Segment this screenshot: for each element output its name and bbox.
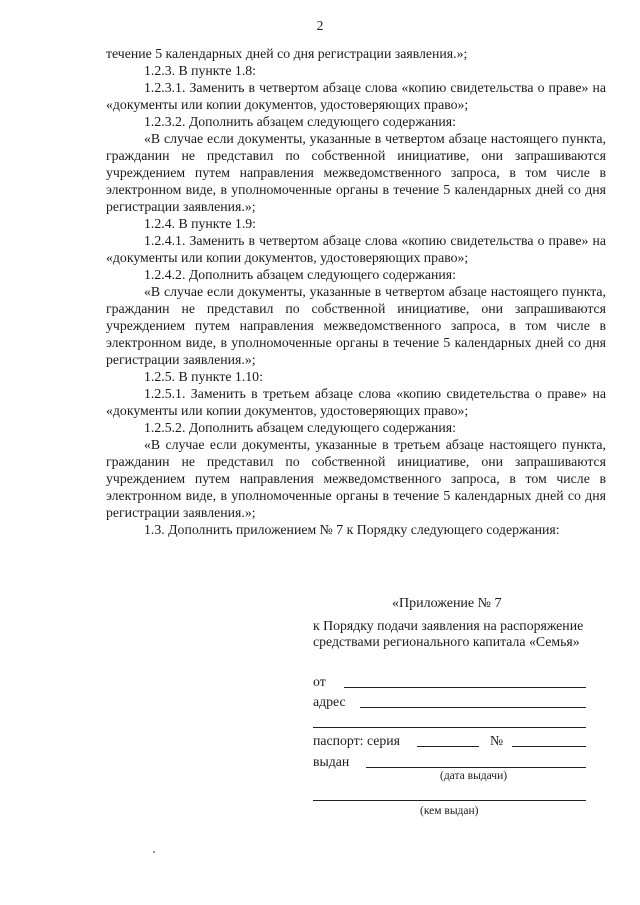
- passport-number-line[interactable]: [512, 746, 586, 747]
- issued-by-line[interactable]: [313, 800, 586, 801]
- issue-date-caption: (дата выдачи): [440, 770, 508, 782]
- from-line[interactable]: [344, 687, 586, 688]
- address-line-2[interactable]: [313, 727, 586, 728]
- address-line[interactable]: [360, 707, 586, 708]
- paragraph: 1.2.4.1. Заменить в четвертом абзаце слова «копию свидетельства о праве» на «документы или копии документов, удостоверяющих право»;: [106, 233, 606, 265]
- appendix-subtitle: к Порядку подачи заявления на распоряжение средствами регионального капитала «Семья»: [313, 618, 584, 649]
- passport-series-line[interactable]: [417, 746, 479, 747]
- issue-date-line[interactable]: [366, 767, 586, 768]
- paragraph: 1.2.3.1. Заменить в четвертом абзаце слова «копию свидетельства о праве» на «документы или копии документов, удостоверяющих право»;: [106, 80, 606, 112]
- from-label: от: [313, 674, 326, 689]
- address-label: адрес: [313, 694, 346, 709]
- document-body: [106, 45, 606, 538]
- scan-speck: [153, 851, 155, 853]
- paragraph: течение 5 календарных дней со дня регистрации заявления.»;: [106, 46, 468, 61]
- paragraph: 1.2.5. В пункте 1.10:: [144, 369, 263, 384]
- paragraph: 1.2.3. В пункте 1.8:: [144, 63, 257, 78]
- paragraph: 1.2.3.2. Дополнить абзацем следующего содержания:: [144, 114, 456, 129]
- paragraph: «В случае если документы, указанные в четвертом абзаце настоящего пункта, гражданин не представил по собственной инициативе, они запрашиваются учреждением путем направления межведомственного запроса, в том числе в электронном виде, в уполномоченные органы в течение 5 календарных дней со дня регистрации заявления.»;: [106, 284, 606, 367]
- passport-number-label: №: [490, 733, 504, 748]
- page-number: 2: [316, 18, 324, 33]
- paragraph: 1.2.4. В пункте 1.9:: [144, 216, 257, 231]
- paragraph: 1.2.5.2. Дополнить абзацем следующего содержания:: [144, 420, 456, 435]
- issued-by-caption: (кем выдан): [420, 805, 479, 817]
- issued-label: выдан: [313, 754, 350, 769]
- paragraph: «В случае если документы, указанные в четвертом абзаце настоящего пункта, гражданин не представил по собственной инициативе, они запрашиваются учреждением путем направления межведомственного запроса, в том числе в электронном виде, в уполномоченные органы в течение 5 календарных дней со дня регистрации заявления.»;: [106, 131, 606, 214]
- paragraph: 1.2.4.2. Дополнить абзацем следующего содержания:: [144, 267, 456, 282]
- appendix-title: «Приложение № 7: [392, 596, 502, 611]
- paragraph: «В случае если документы, указанные в третьем абзаце настоящего пункта, гражданин не представил по собственной инициативе, они запрашиваются учреждением путем направления межведомственного запроса, в том числе в электронном виде, в уполномоченные органы в течение 5 календарных дней со дня регистрации заявления.»;: [106, 437, 606, 520]
- paragraph: 1.3. Дополнить приложением № 7 к Порядку следующего содержания:: [144, 522, 560, 537]
- paragraph: 1.2.5.1. Заменить в третьем абзаце слова «копию свидетельства о праве» на «документы или копии документов, удостоверяющих право»;: [106, 386, 606, 418]
- passport-series-label: паспорт: серия: [313, 733, 400, 748]
